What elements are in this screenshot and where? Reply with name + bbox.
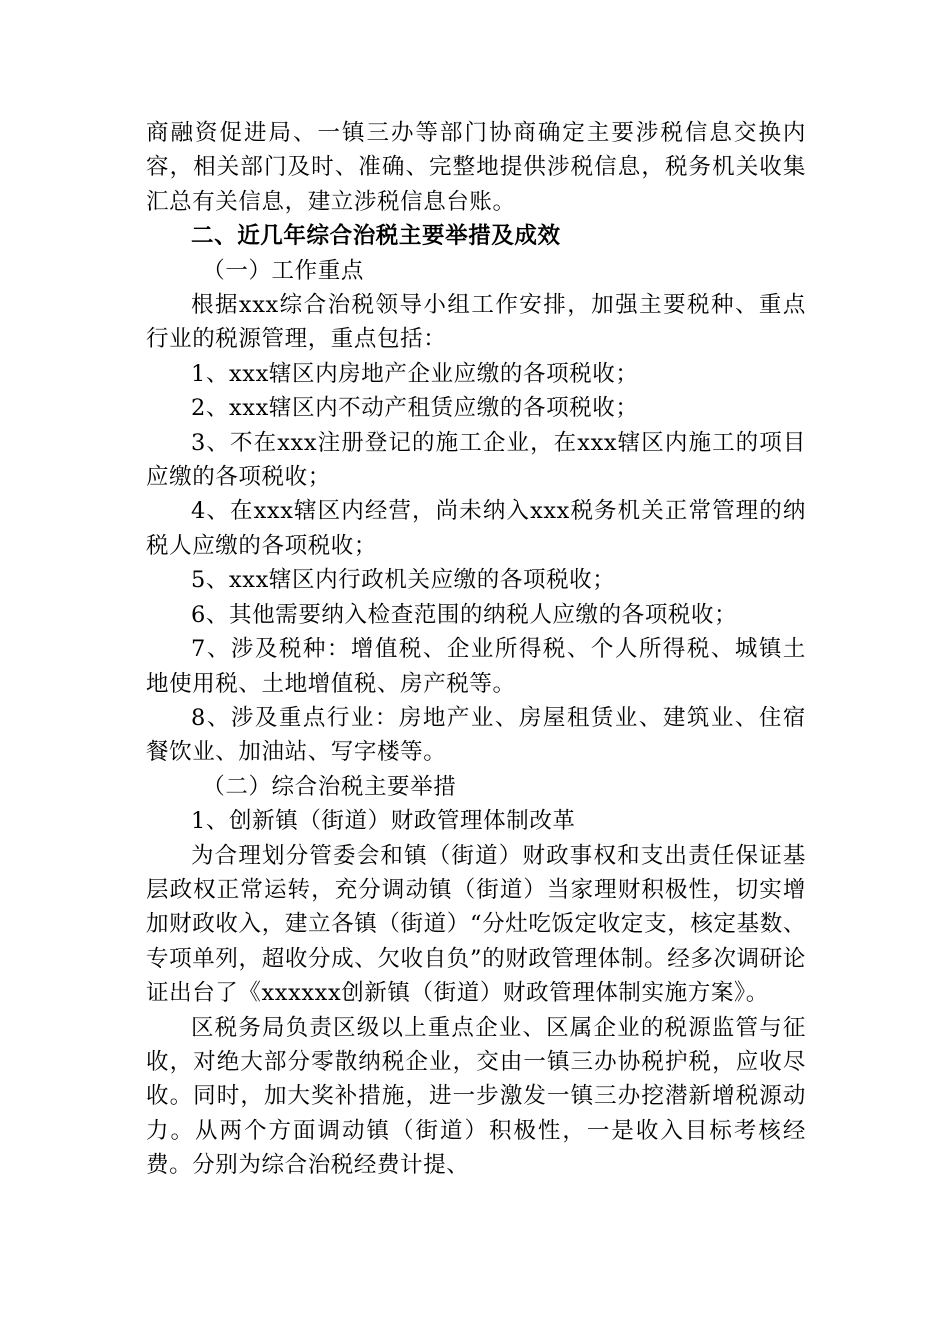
paragraph-continuation: 商融资促进局、一镇三办等部门协商确定主要涉税信息交换内容，相关部门及时、准确、完整地提供涉税信息，税务机关收集汇总有关信息，建立涉税信息台账。: [146, 120, 806, 215]
item-heading-finance-reform: 1、创新镇（街道）财政管理体制改革: [191, 808, 576, 835]
list-item-2: 2、xxx辖区内不动产租赁应缴的各项税收；: [191, 395, 639, 422]
document-body: [146, 116, 806, 1183]
list-item-7: 7、涉及税种：增值税、企业所得税、个人所得税、城镇土地使用税、土地增值税、房产税等。: [146, 636, 806, 697]
list-item-4: 4、在xxx辖区内经营，尚未纳入xxx税务机关正常管理的纳税人应缴的各项税收；: [146, 498, 806, 559]
section-heading-2: 二、近几年综合治税主要举措及成效: [191, 223, 561, 250]
paragraph-tax-bureau: 区税务局负责区级以上重点企业、区属企业的税源监管与征收，对绝大部分零散纳税企业，交由一镇三办协税护税，应收尽收。同时，加大奖补措施，进一步激发一镇三办挖潜新增税源动力。从两个方面调动镇（街道）积极性，一是收入目标考核经费。分别为综合治税经费计提、: [146, 1014, 806, 1179]
subsection-heading-measures: （二）综合治税主要举措: [202, 773, 457, 800]
paragraph-finance-reform: 为合理划分管委会和镇（街道）财政事权和支出责任保证基层政权正常运转，充分调动镇（街道）当家理财积极性，切实增加财政收入，建立各镇（街道）“分灶吃饭定收定支，核定基数、专项单列，超收分成、欠收自负”的财政管理体制。经多次调研论证出台了《xxxxxx创新镇（街道）财政管理体制实施方案》。: [146, 842, 806, 1007]
list-item-3: 3、不在xxx注册登记的施工企业，在xxx辖区内施工的项目应缴的各项税收；: [146, 429, 806, 491]
paragraph-intro: 根据xxx综合治税领导小组工作安排，加强主要税种、重点行业的税源管理，重点包括：: [146, 292, 806, 353]
list-item-8: 8、涉及重点行业：房地产业、房屋租赁业、建筑业、住宿餐饮业、加油站、写字楼等。: [146, 704, 806, 766]
list-item-5: 5、xxx辖区内行政机关应缴的各项税收；: [191, 567, 616, 594]
list-item-1: 1、xxx辖区内房地产企业应缴的各项税收；: [191, 360, 639, 387]
subsection-heading-work-focus: （一）工作重点: [202, 257, 364, 284]
list-item-6: 6、其他需要纳入检查范围的纳税人应缴的各项税收；: [191, 601, 738, 628]
